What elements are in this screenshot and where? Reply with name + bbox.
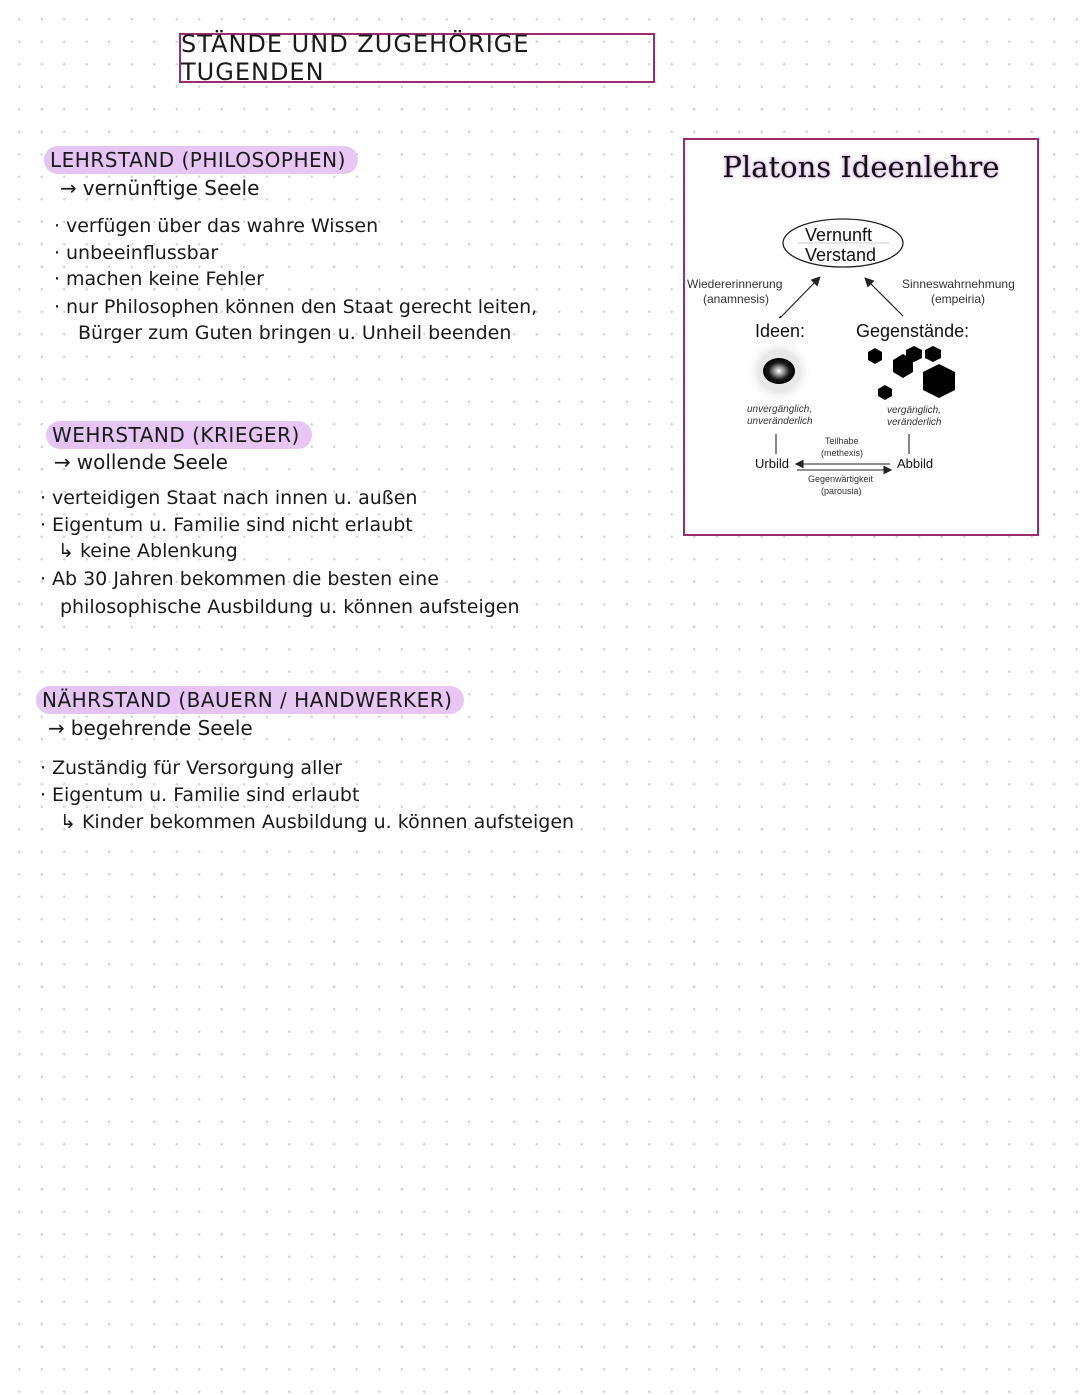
arrow-icon: → [54,450,71,474]
bullet-item [54,268,264,290]
label-teilhabe: Teilhabe [825,436,859,446]
label-anamnesis: (anamnesis) [703,292,770,306]
bullet-icon: · [40,487,47,509]
bullet-text: Eigentum u. Familie sind erlaubt [52,784,360,806]
sub-item [60,811,574,833]
bullet-item [54,242,218,264]
heading-wehrstand: WEHRSTAND (KRIEGER) [46,421,312,449]
label-abbild: Abbild [897,456,934,471]
bullet-item [54,215,378,237]
bullet-text: Zuständig für Versorgung aller [52,757,343,779]
bullet-text: nur Philosophen können den Staat gerecht leiten, [66,296,538,318]
sub-arrow-icon: ↳ [58,540,74,562]
bullet-text: verteidigen Staat nach innen u. außen [52,487,418,509]
label-parousia: (parousia) [821,486,862,496]
soul-lehrstand [60,176,259,200]
label-unvergaenglich: unvergänglich, [747,404,813,415]
label-gegenstaende: Gegenstände: [856,321,970,341]
soul-text: begehrende Seele [70,716,253,740]
sub-arrow-icon: ↳ [60,811,76,833]
bullet-text: Eigentum u. Familie sind nicht erlaubt [52,514,413,536]
heading-lehrstand: LEHRSTAND (PHILOSOPHEN) [44,146,358,174]
soul-text: wollende Seele [76,450,228,474]
label-unveraenderlich: unveränderlich [747,416,813,427]
arrow-ideen [780,278,819,318]
soul-naehrstand [48,716,253,740]
label-empeiria: (empeiria) [931,292,986,306]
bullet-item [40,757,342,779]
sub-item [58,540,238,562]
bullet-text: verfügen über das wahre Wissen [66,215,379,237]
bullet-icon: · [40,514,47,536]
label-verstand: Verstand [805,245,877,265]
bullet-icon: · [54,296,61,318]
bullet-item [40,568,439,590]
diagram-title: Platons Ideenlehre [722,150,1000,184]
label-vernunft: Vernunft [805,225,873,245]
sub-text: Kinder bekommen Ausbildung u. können aufsteigen [81,811,575,833]
label-methexis: (methexis) [821,448,864,458]
label-veraenderlich: veränderlich [887,417,942,428]
bullet-item [40,784,359,806]
bullet-text: Ab 30 Jahren bekommen die besten eine [52,568,439,590]
bullet-icon: · [54,242,61,264]
bullet-icon: · [40,757,47,779]
bullet-icon: · [54,268,61,290]
label-wiedererinnerung: Wiedererinnerung [687,277,783,291]
bullet-icon: · [40,784,47,806]
platon-diagram [683,138,1039,536]
label-ideen: Ideen: [755,321,806,341]
arrow-gegenstaende [866,279,903,316]
label-urbild: Urbild [755,456,789,471]
idea-orb [763,358,795,384]
continuation-text: Bürger zum Guten bringen u. Unheil beenden [78,322,512,344]
bullet-text: machen keine Fehler [66,268,264,290]
arrow-icon: → [60,176,77,200]
continuation-text: philosophische Ausbildung u. können aufsteigen [60,596,520,618]
page-title: STÄNDE UND ZUGEHÖRIGE TUGENDEN [181,30,530,86]
bullet-item [54,296,537,318]
soul-text: vernünftige Seele [82,176,260,200]
bullet-item [40,514,413,536]
label-sinneswahrnehmung: Sinneswahrnehmung [902,277,1015,291]
bullet-text: unbeeinflussbar [66,242,219,264]
heading-naehrstand: NÄHRSTAND (BAUERN / HANDWERKER) [36,686,464,714]
title-box [179,30,655,86]
arrow-icon: → [48,716,65,740]
label-vergaenglich: vergänglich, [887,405,941,416]
sub-text: keine Ablenkung [79,540,238,562]
bullet-icon: · [54,215,61,237]
soul-wehrstand [54,450,228,474]
bullet-icon: · [40,568,47,590]
bullet-item [40,487,417,509]
label-gegenwaertigkeit: Gegenwärtigkeit [808,474,874,484]
